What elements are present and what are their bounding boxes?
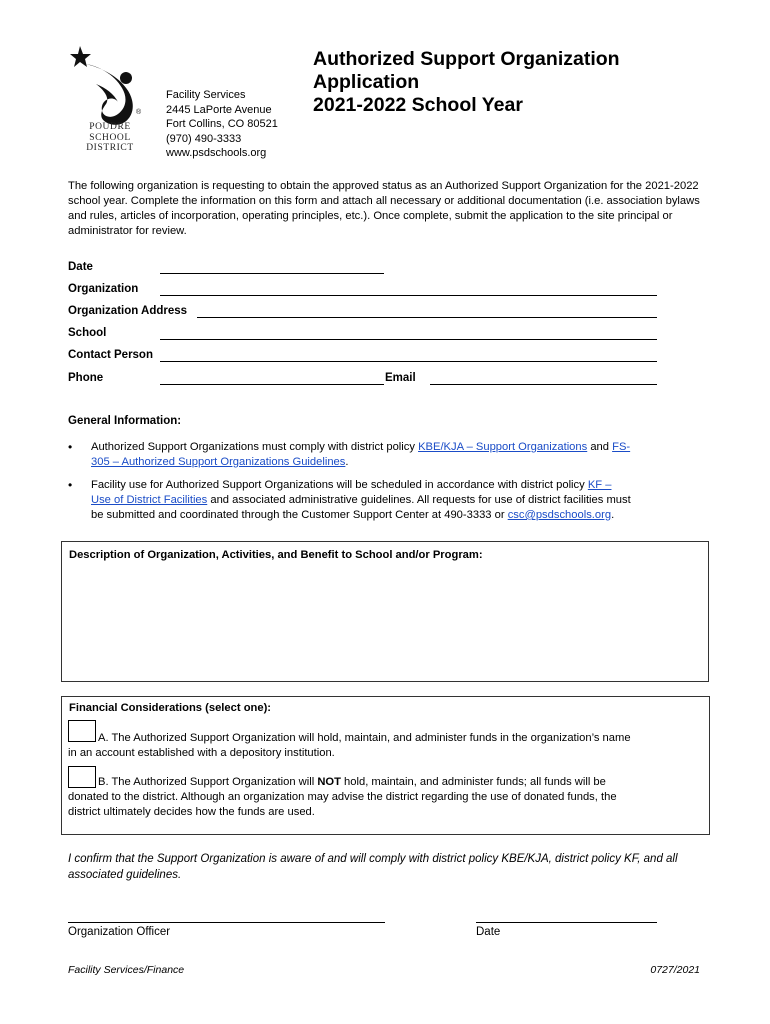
email-label: Email [385,372,416,384]
kf-link-part-1[interactable]: KF – [587,479,612,491]
bullet-2-text: Facility use for Authorized Support Organizations will be scheduled in accordance with district policy KF – Use of District Facilities and associated administrative guidelines. All requests for use of district facilities must be submitted and coordinated through the Customer Support Center at 490-3333 or csc@psdschools.org. [91,479,631,521]
officer-signature-line[interactable] [68,922,385,923]
financial-heading: Financial Considerations (select one): [69,702,272,714]
option-b-text: B. The Authorized Support Organization will NOT hold, maintain, and administer funds; all funds will be donated to the district. Although an organization may advise the district regarding the use of donated funds, the district ultimately decides how the funds are used. [68,776,617,818]
fs-305-link-part-1[interactable]: FS- [612,441,631,453]
school-line[interactable] [160,339,657,340]
officer-label: Organization Officer [68,926,171,938]
contact-person-label: Contact Person [68,349,153,361]
signature-date-label: Date [476,926,501,938]
bullet-1-icon: • [68,440,73,454]
organization-label: Organization [68,283,139,295]
organization-line[interactable] [160,295,657,296]
fs-305-link-part-2[interactable]: 305 – Authorized Support Organizations Guidelines [91,456,346,468]
option-a-text: A. The Authorized Support Organization will hold, maintain, and administer funds in the organization’s name in an account established with a depository institution. [68,732,631,759]
email-line[interactable] [430,384,657,385]
logo-wordmark: POUDRE SCHOOL DISTRICT [86,122,134,153]
confirmation-statement: I confirm that the Support Organization is aware of and will comply with district policy KBE/KJA, district policy KF, and all associated guidelines. [68,853,678,881]
phone-line[interactable] [160,384,384,385]
bullet-1-text: Authorized Support Organizations must comply with district policy KBE/KJA – Support Organizations and FS- 305 – Authorized Support Organizations Guidelines. [91,441,631,468]
kf-link-part-2[interactable]: Use of District Facilities [91,494,208,506]
contact-address: Facility Services 2445 LaPorte Avenue Fort Collins, CO 80521 (970) 490-3333 www.psdschools.org [166,89,278,159]
date-line[interactable] [160,273,384,274]
general-information-heading: General Information: [68,415,182,427]
contact-person-line[interactable] [160,361,657,362]
bullet-2-icon: • [68,478,73,492]
csc-email-link[interactable]: csc@psdschools.org [507,509,612,521]
kbe-kja-link[interactable]: KBE/KJA – Support Organizations [418,441,588,453]
intro-paragraph: The following organization is requesting to obtain the approved status as an Authorized Support Organization for the 2021-2022 school year. Complete the information on this form and attach all necessary or additional documentation (i.e. association bylaws and rules, articles of incorporation, operating principles, etc.). Once complete, submit the application to the site principal or administrator for review. [68,180,700,237]
description-heading: Description of Organization, Activities, and Benefit to School and/or Program: [69,549,483,561]
footer-left: Facility Services/Finance [68,964,185,976]
date-label: Date [68,261,93,273]
organization-address-line[interactable] [197,317,657,318]
organization-address-label: Organization Address [68,305,188,317]
registered-mark: ® [136,109,142,116]
school-label: School [68,327,107,339]
page-title: Authorized Support Organization Application 2021-2022 School Year [313,48,620,116]
logo-head-icon [120,72,132,84]
phone-label: Phone [68,372,104,384]
footer-right: 0727/2021 [650,964,700,976]
signature-date-line[interactable] [476,922,657,923]
description-box[interactable] [61,541,709,682]
logo-star-icon [70,46,91,67]
